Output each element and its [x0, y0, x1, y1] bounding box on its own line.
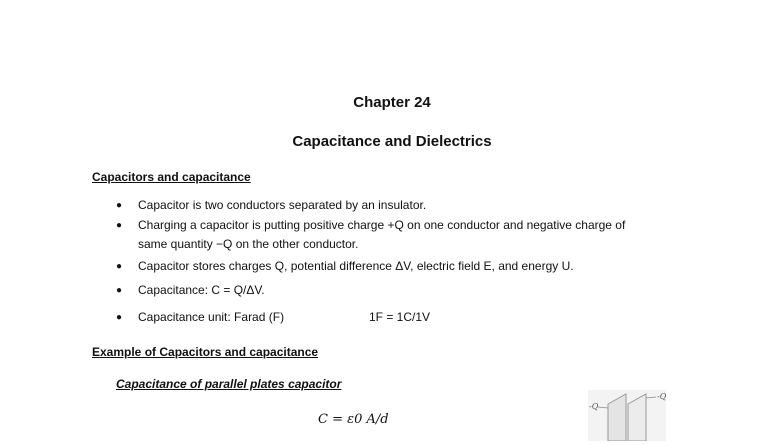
- chapter-title: Chapter 24: [353, 94, 431, 111]
- parallel-plate-formula: C = ε0 A/d: [318, 412, 389, 427]
- bullet-icon: ●: [116, 285, 123, 296]
- chapter-subtitle: Capacitance and Dielectrics: [292, 133, 492, 150]
- plate-right-label: -Q: [657, 392, 667, 401]
- bullet-text-capacitance: Capacitance: C = Q/ΔV.: [138, 283, 265, 297]
- bullet-icon: ●: [116, 220, 123, 231]
- subsection-heading-parallel-plates: Capacitance of parallel plates capacitor: [116, 377, 342, 391]
- bullet-text: Capacitor is two conductors separated by an insulator.: [138, 198, 427, 212]
- unit-formula: 1F = 1C/1V: [369, 310, 431, 324]
- bullet-icon: ●: [116, 261, 123, 272]
- parallel-plates-figure: [588, 390, 666, 441]
- bullet-text: Charging a capacitor is putting positive charge +Q on one conductor and negative charge of: [138, 218, 626, 232]
- section-heading-capacitors: Capacitors and capacitance: [92, 170, 251, 184]
- parallel-plates-icon: [588, 390, 666, 441]
- bullet-icon: ●: [116, 200, 123, 211]
- bullet-text: Capacitor stores charges Q, potential difference ΔV, electric field E, and energy U.: [138, 259, 574, 273]
- bullet-text-continued: same quantity −Q on the other conductor.: [138, 237, 359, 251]
- section-heading-examples: Example of Capacitors and capacitance: [92, 345, 319, 359]
- bullet-text-unit: Capacitance unit: Farad (F): [138, 310, 285, 324]
- bullet-icon: ●: [116, 312, 123, 323]
- plate-left-label: -Q: [589, 402, 599, 411]
